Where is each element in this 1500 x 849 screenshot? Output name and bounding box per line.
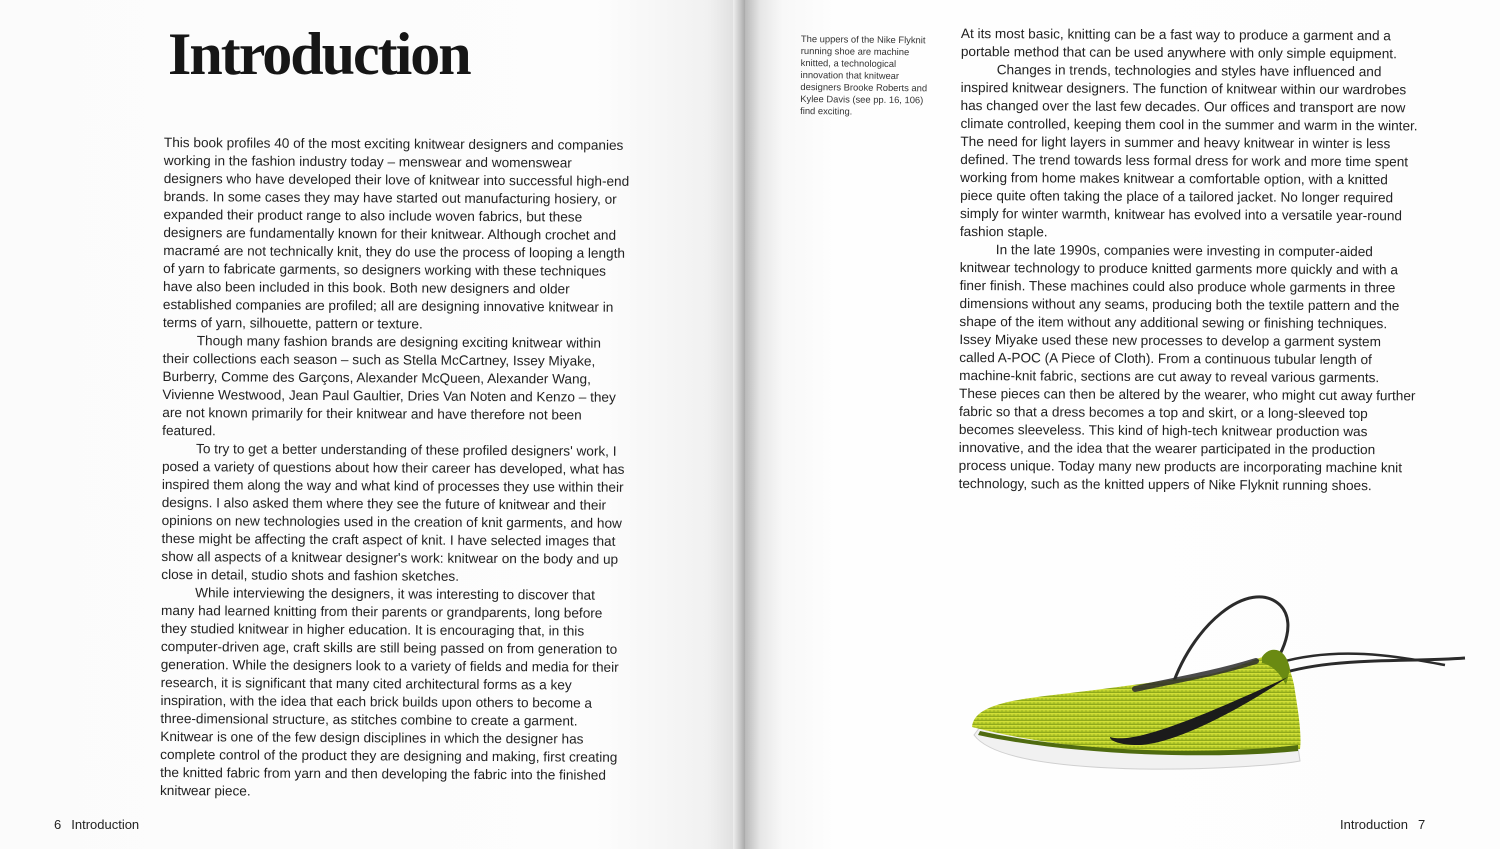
running-head: Introduction [71, 817, 140, 832]
paragraph: In the late 1990s, companies were investing in computer-aided knitwear technology to produce knitted garments more quickly and with a finer finish. These machines could also produce whole garments in three dimensions without any seams, producing both the textile pattern and the shape of the item without any additional sewing or finishing techniques. Issey Miyake used these new processes to develop a garment system called A-POC (A Piece of Cloth). From a continuous tubular length of machine-knit fabric, sections are cut away to reveal various garments. These pieces can then be altered by the wearer, who might cut away further fabric so that a dress becomes a top and skirt, or a long-sleeved top becomes sleeveless. This kind of high-tech knitwear production was innovative, and the idea that the wearer participated in the production process unique. Today many new products are incorporating machine knit technology, such as the knitted uppers of Nike Flyknit running shoes. [958, 242, 1416, 494]
paragraph: While interviewing the designers, it was interesting to discover that many had learned knitting from their parents or grandparents, long before they studied knitwear in higher education. It is encouraging that, in this computer-driven age, craft skills are still being passed on from generation to generation. While the designers look to a variety of fields and media for their research, it is significant that many cited architectural forms as a key inspiration, with the idea that each brick builds upon others to become a three-dimensional structure, as stitches combine to create a garment. Knitwear is one of the few design disciplines in which the designer has complete control of the product they are designing and making, first creating the knitted fabric from yarn and then developing the fabric into the finished knitwear piece. [159, 585, 619, 799]
paragraph: At its most basic, knitting can be a fast way to produce a garment and a portable method that can be used anywhere with only simple equipment. [960, 25, 1397, 62]
left-page [0, 0, 745, 849]
paragraph: This book profiles 40 of the most exciting knitwear designers and companies working in the fashion industry today – menswear and womenswear designers who have developed their love of knitwear into successful high-end brands. In some cases they may have started out manufacturing hosiery, or expanded their product range to also include woven fabrics, but these designers are fundamentally known for their knitwear. Although crochet and macramé are not technically knit, they do use the process of looping a length of yarn to fabricate garments, so designers working with these techniques have also been included in this book. Both new designers and older established companies are profiled; all are designing innovative knitwear in terms of yarn, silhouette, pattern or texture. [162, 134, 630, 332]
page-title: Introduction [168, 21, 470, 87]
image-caption: The uppers of the Nike Flyknit running shoe are machine knitted, a technological innovation that knitwear designers Brooke Roberts and Kylee Davis (see pp. 16, 106) find exciting. [800, 33, 928, 117]
right-folio [1340, 817, 1425, 832]
page-number: 7 [1417, 817, 1426, 832]
page-number: 6 [54, 817, 62, 832]
running-head: Introduction [1340, 817, 1408, 832]
nike-flyknit-shoe-photo [960, 585, 1470, 785]
right-body-text [959, 25, 1421, 495]
paragraph: To try to get a better understanding of these profiled designers' work, I posed a variety of questions about how their career has developed, what has inspired them along the way and what kind of processes they use within their designs. I also asked them where they see the future of knitwear and their opinions on new technologies used in the creation of knit garments, and how these might be affecting the craft aspect of knit. I have selected images that show all aspects of a knitwear designer's work: knitwear on the body and up close in detail, studio shots and fashion sketches. [161, 441, 625, 584]
paragraph: Though many fashion brands are designing exciting knitwear within their collections each season – such as Stella McCartney, Issey Miyake, Burberry, Comme des Garçons, Alexander McQueen, Alexander Wang, Vivienne Westwood, Jean Paul Gaultier, Dries Van Noten and Kenzo – they are not known primarily for their knitwear and have therefore not been featured. [162, 333, 616, 439]
left-folio [54, 817, 139, 832]
left-body-text [160, 134, 630, 803]
paragraph: Changes in trends, technologies and styles have influenced and inspired knitwear designers. The function of knitwear within our wardrobes has changed over the last few decades. Our offices and transport are now climate controlled, keeping them cool in the summer and warm in the winter. The need for light layers in summer and heavy knitwear in winter is less defined. The trend towards less formal dress for work and more time spent working from home makes knitwear a comfortable option, with a knitted piece quite often taking the place of a tailored jacket. No longer required simply for winter warmth, knitwear has evolved into a versatile year-round fashion staple. [959, 62, 1418, 240]
